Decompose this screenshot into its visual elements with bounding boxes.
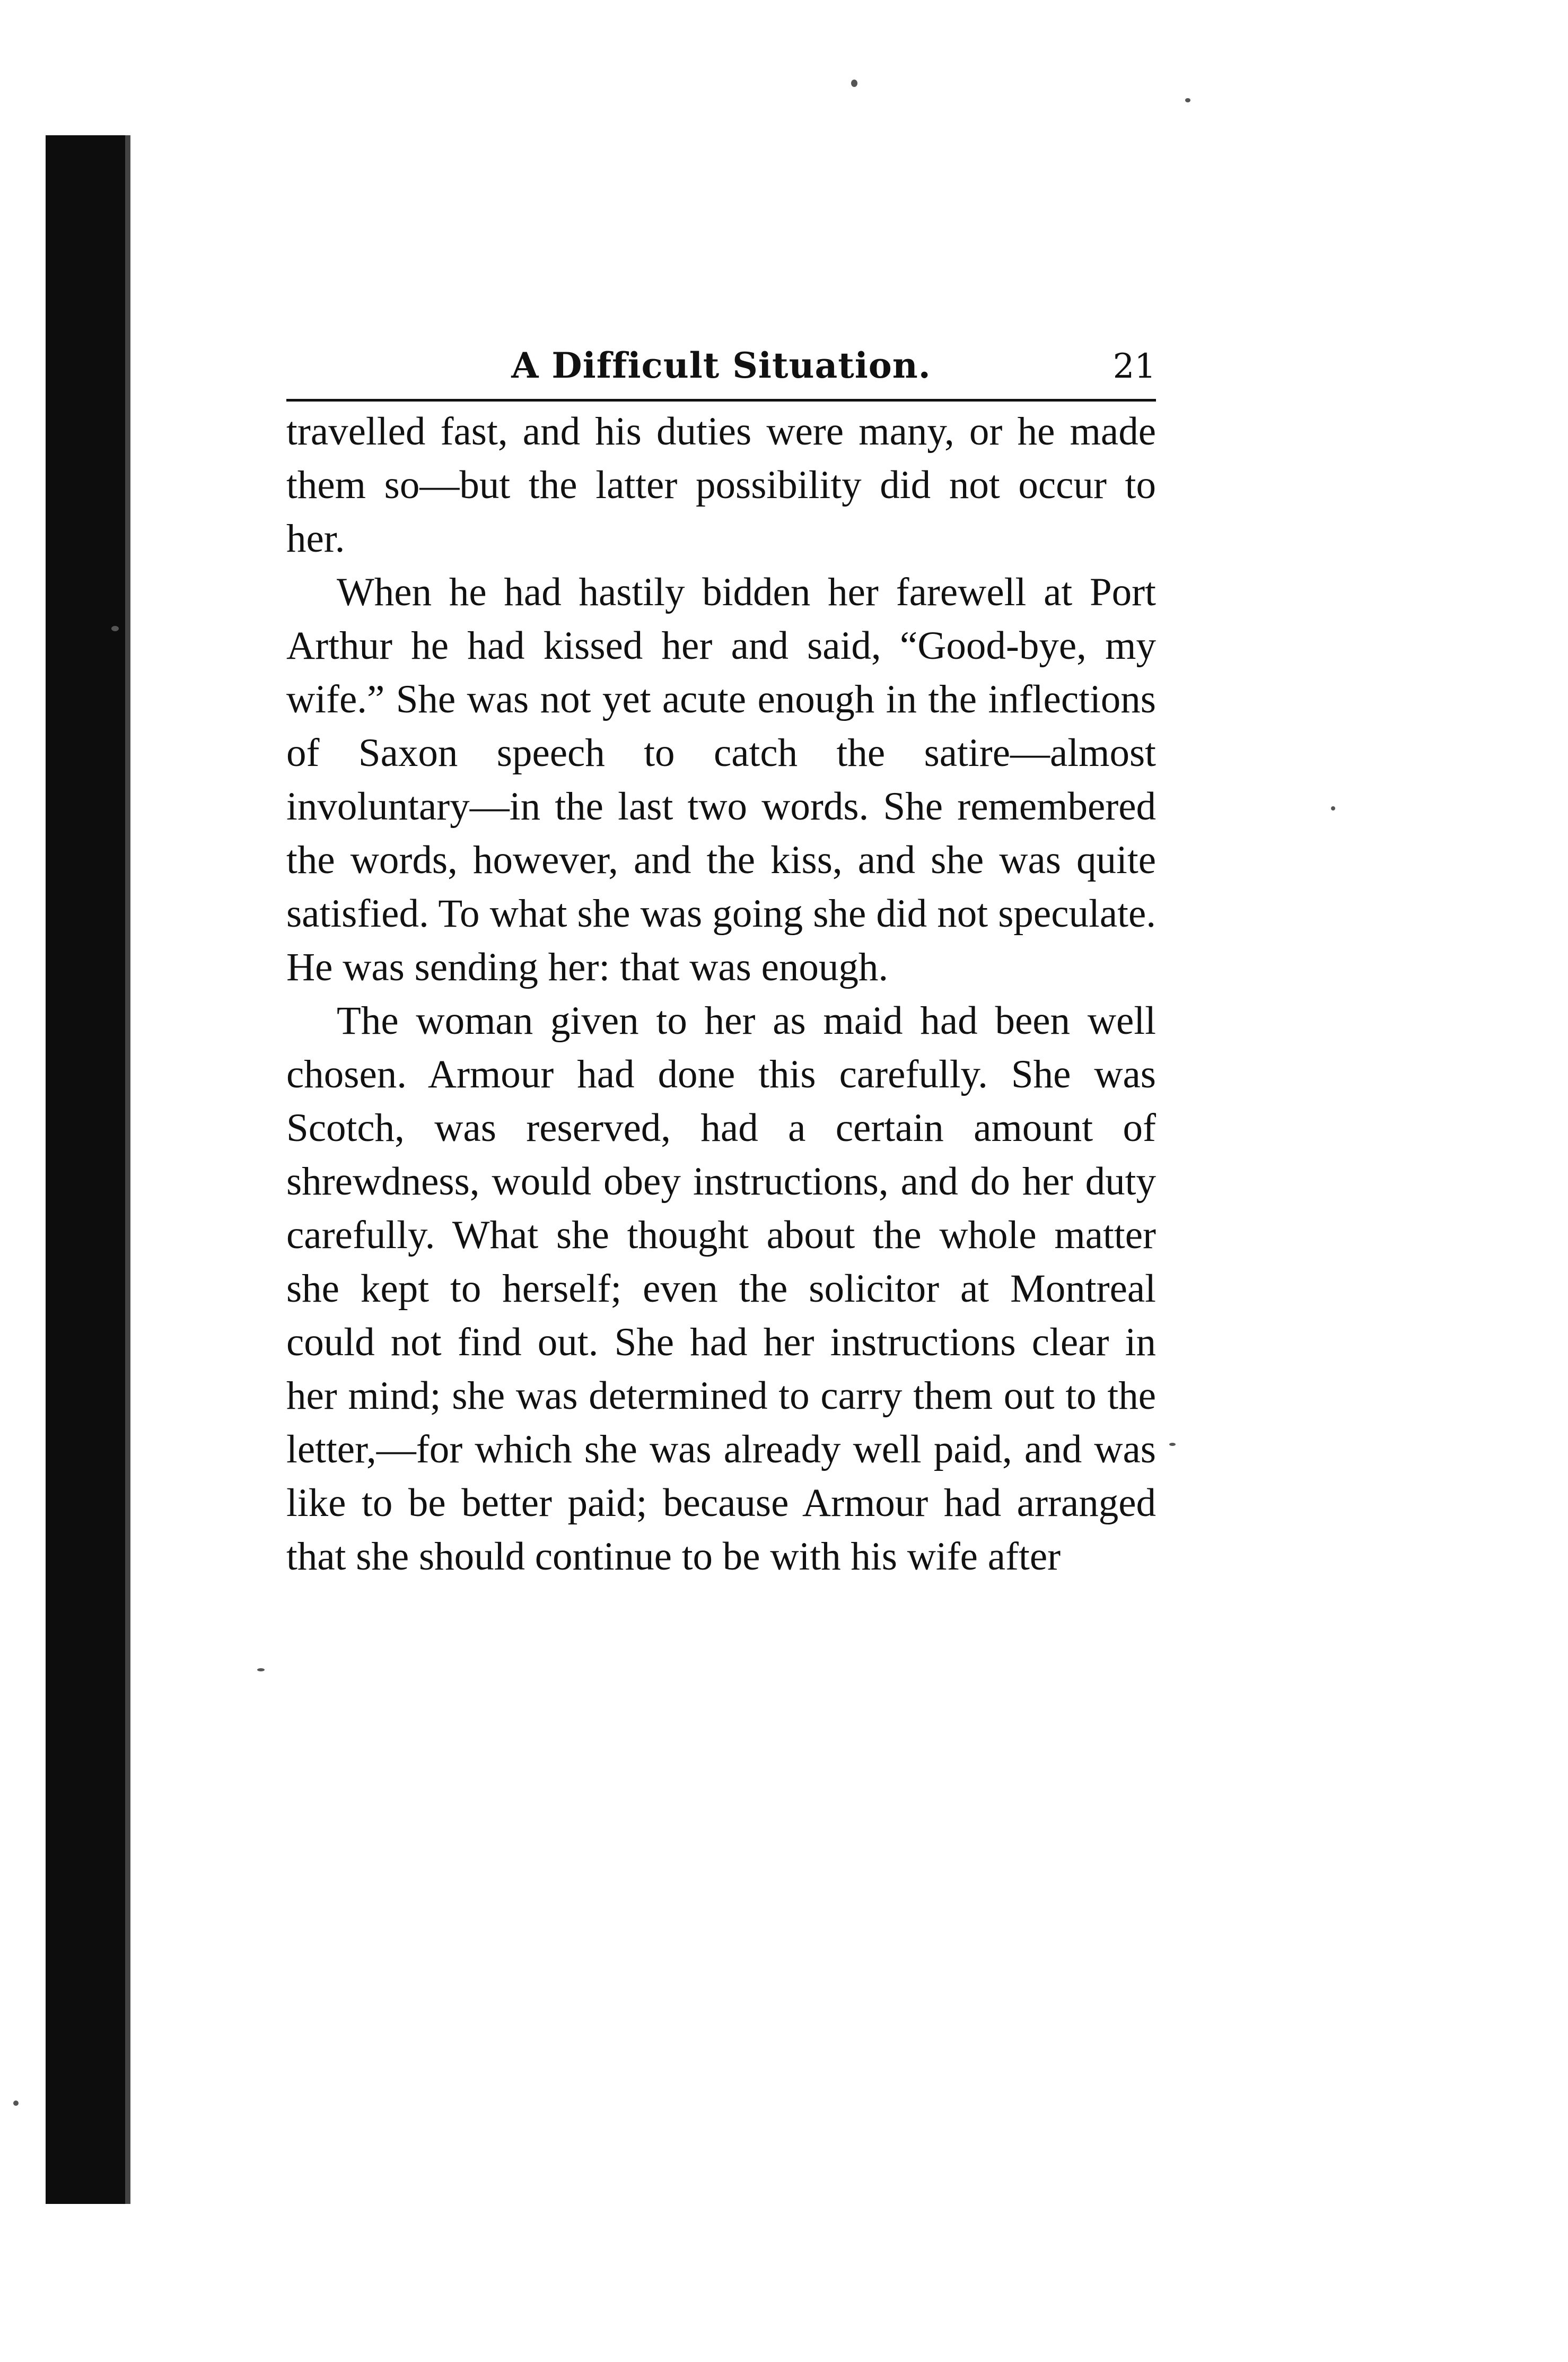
- paragraph: The woman given to her as maid had been well chosen. Armour had done this carefully. She was Scotch, was reserved, had a certain amount of shrewdness, would obey instructions, and do her duty carefully. What she thought about the whole matter she kept to herself; even the solicitor at Montreal could not find out. She had her instructions clear in her mind; she was determined to carry them out to the letter,—for which she was already well paid, and was like to be better paid; because Armour had arranged that she should continue to be with his wife after: [286, 999, 1156, 1579]
- page-binding-edge: [125, 135, 130, 2204]
- paragraph: travelled fast, and his duties were many, or he made them so—but the latter possibility did not occur to her.: [286, 409, 1156, 561]
- scan-speck: [1331, 806, 1335, 810]
- page-number: 21: [1113, 347, 1156, 386]
- scan-speck: [13, 2100, 19, 2106]
- scan-speck: [1169, 1443, 1176, 1446]
- body-text: [286, 405, 1156, 1583]
- page-binding-shadow: [46, 135, 125, 2204]
- running-head: [286, 339, 1156, 393]
- book-page: [286, 339, 1156, 1583]
- paragraph: When he had hastily bidden her farewell at Port Arthur he had kissed her and said, “Good-bye, my wife.” She was not yet acute enough in the inflections of Saxon speech to catch the satire—almost involuntary—in the last two words. She remembered the words, however, and the kiss, and she was quite satisfied. To what she was going she did not speculate. He was sending her: that was enough.: [286, 570, 1156, 989]
- scan-speck: [851, 80, 857, 87]
- scan-speck: [257, 1668, 265, 1671]
- scan-speck: [1185, 98, 1190, 102]
- running-title: A Difficult Situation.: [511, 345, 931, 386]
- scan-speck: [111, 626, 119, 631]
- header-rule: [286, 399, 1156, 402]
